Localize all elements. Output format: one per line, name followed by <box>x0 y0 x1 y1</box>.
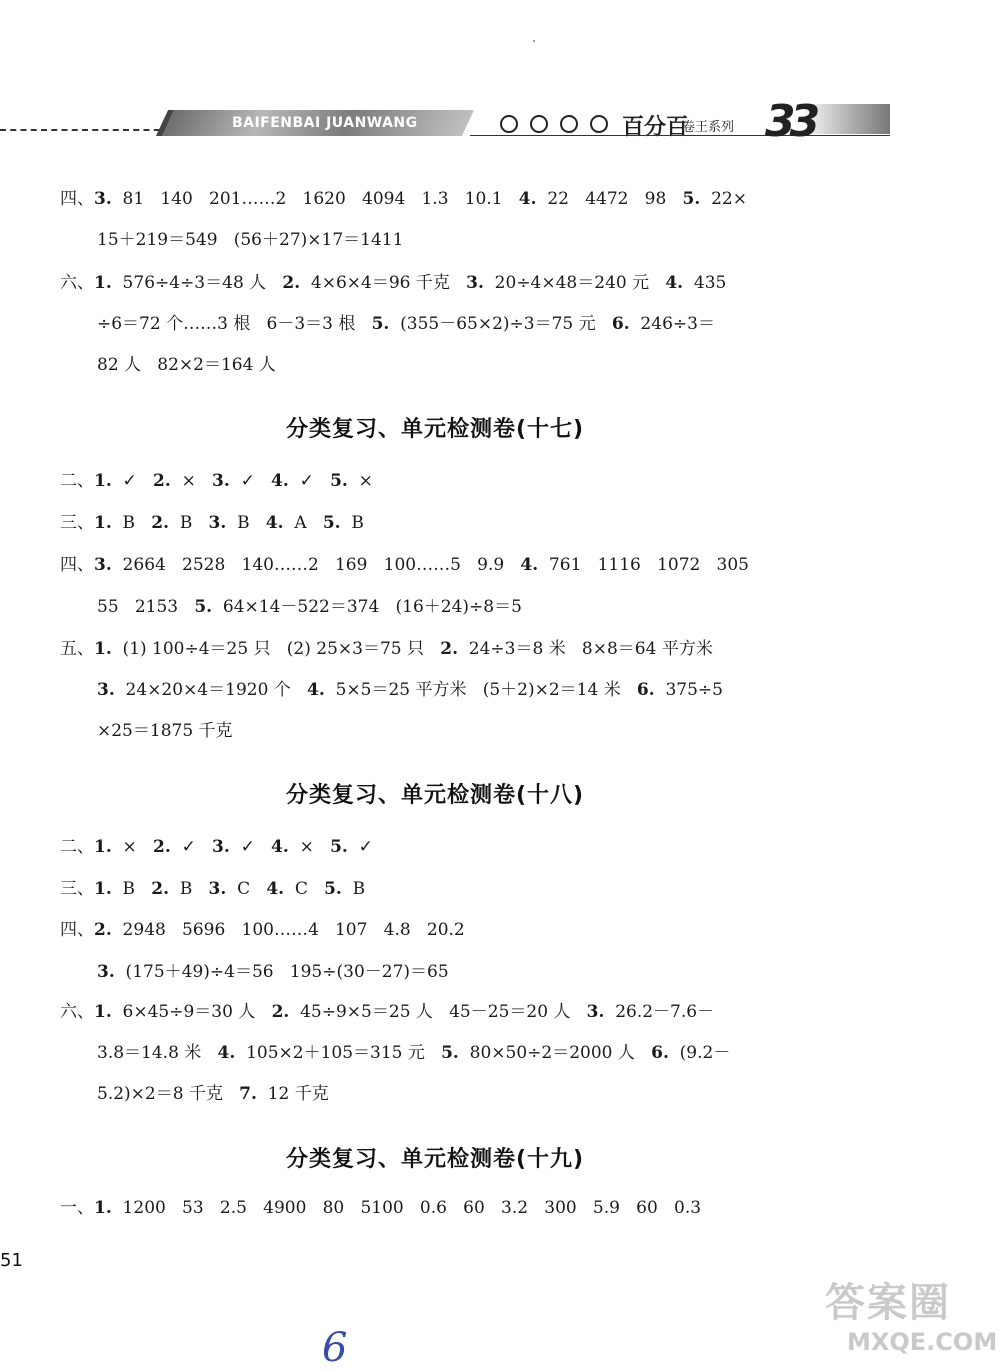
answer-text: 六、 <box>60 1002 94 1022</box>
handwritten-mark: 6 <box>322 1325 348 1371</box>
answer-text: C <box>226 879 267 899</box>
answer-line <box>97 1042 730 1064</box>
question-number: 1. <box>94 837 112 857</box>
question-number: 6. <box>611 314 630 334</box>
answer-text: 22× <box>700 189 747 209</box>
answer-text: B <box>340 513 364 533</box>
answer-text: 二、 <box>60 837 94 857</box>
question-number: 5. <box>322 513 341 533</box>
section-title: 分类复习、单元检测卷(十八) <box>285 783 585 808</box>
question-number: 1. <box>94 879 112 899</box>
answer-line <box>60 919 465 941</box>
answer-line <box>97 679 723 701</box>
question-number: 3. <box>94 189 112 209</box>
answer-text: 2664 2528 140……2 169 100……5 9.9 <box>111 555 521 575</box>
question-number: 6. <box>636 680 655 700</box>
question-number: 1. <box>94 273 112 293</box>
section-title: 分类复习、单元检测卷(十七) <box>285 417 585 442</box>
answer-line <box>60 878 365 900</box>
question-number: 1. <box>94 639 112 659</box>
question-number: 2. <box>153 837 171 857</box>
answer-line <box>97 961 449 983</box>
answer-text: 435 <box>683 273 727 293</box>
answer-text: 64×14－522＝374 (16＋24)÷8＝5 <box>212 597 522 617</box>
answer-text: 二、 <box>60 471 94 491</box>
question-number: 4. <box>665 273 684 293</box>
question-number: 5. <box>441 1043 459 1063</box>
answer-text: 12 千克 <box>256 1084 329 1104</box>
answer-text: 2948 5696 100……4 107 4.8 20.2 <box>111 920 465 940</box>
answer-text: 576÷4÷3＝48 人 <box>111 273 283 293</box>
answer-text: ✓ <box>229 471 272 491</box>
answer-line <box>60 554 749 576</box>
answer-text: 三、 <box>60 879 94 899</box>
answer-text: (175＋49)÷4＝56 195÷(30－27)＝65 <box>114 962 449 982</box>
answer-line <box>97 596 522 618</box>
answer-text: ✓ <box>170 837 213 857</box>
answer-text: 3.8＝14.8 米 <box>97 1043 218 1063</box>
answer-text: ÷6＝72 个……3 根 6－3＝3 根 <box>97 314 372 334</box>
question-number: 4. <box>266 879 285 899</box>
answer-text: ✓ <box>229 837 272 857</box>
watermark-text: 答案圈 <box>825 1280 951 1326</box>
answer-text: × <box>111 837 154 857</box>
answer-text: × <box>347 471 373 491</box>
question-number: 6. <box>651 1043 669 1063</box>
answer-text: ×25＝1875 千克 <box>97 721 233 741</box>
answer-text: 24×20×4＝1920 个 <box>114 680 308 700</box>
question-number: 2. <box>151 879 170 899</box>
question-number: 3. <box>208 879 227 899</box>
question-number: 1. <box>94 513 112 533</box>
answer-text: 105×2＋105＝315 元 <box>235 1043 442 1063</box>
answer-line <box>60 836 373 858</box>
answer-text: A <box>283 513 323 533</box>
answer-text: B <box>226 513 266 533</box>
answer-text: B <box>111 879 152 899</box>
answer-text: 81 140 201……2 1620 4094 1.3 10.1 <box>111 189 519 209</box>
answer-line <box>60 638 713 660</box>
answer-text: ✓ <box>347 837 373 857</box>
answer-text: 6×45÷9＝30 人 <box>111 1002 272 1022</box>
question-number: 5. <box>682 189 701 209</box>
question-number: 5. <box>194 597 213 617</box>
question-number: 3. <box>466 273 484 293</box>
answer-line <box>97 229 403 251</box>
answer-line <box>60 1001 714 1023</box>
answer-text: 375÷5 <box>654 680 723 700</box>
brand-logo-icon: 33 <box>765 96 815 147</box>
question-number: 5. <box>371 314 390 334</box>
answer-line <box>60 272 726 294</box>
question-number: 5. <box>330 471 348 491</box>
answer-line <box>60 470 373 492</box>
question-number: 4. <box>520 555 539 575</box>
answer-text: 三、 <box>60 513 94 533</box>
question-number: 5. <box>324 879 342 899</box>
question-number: 2. <box>153 471 171 491</box>
answer-text: 80×50÷2＝2000 人 <box>458 1043 652 1063</box>
answer-text: × <box>288 837 331 857</box>
answer-text: 5×5＝25 平方米 (5＋2)×2＝14 米 <box>324 680 637 700</box>
question-number: 4. <box>265 513 284 533</box>
question-number: 3. <box>212 471 230 491</box>
answer-text: 四、 <box>60 555 94 575</box>
question-number: 2. <box>94 920 112 940</box>
question-number: 1. <box>94 471 112 491</box>
answer-line <box>60 512 364 534</box>
answer-line <box>97 1083 329 1105</box>
answer-text: 五、 <box>60 639 94 659</box>
question-number: 3. <box>586 1002 605 1022</box>
brand-name: 百分百 <box>622 115 689 140</box>
question-number: 1. <box>94 1198 112 1218</box>
question-number: 4. <box>518 189 537 209</box>
page-number: 51 <box>0 1250 23 1271</box>
answer-text: C <box>284 879 325 899</box>
answer-text: 82 人 82×2＝164 人 <box>97 355 276 375</box>
series-banner-text: BAIFENBAI JUANWANG XILIE <box>231 115 418 157</box>
question-number: 4. <box>271 471 289 491</box>
answer-text: 45÷9×5＝25 人 45－25＝20 人 <box>289 1002 587 1022</box>
question-number: 4. <box>271 837 289 857</box>
answer-text: 1200 53 2.5 4900 80 5100 0.6 60 3.2 300 5.9 60 0.3 <box>111 1198 702 1218</box>
answer-text: 246÷3＝ <box>629 314 715 334</box>
question-number: 4. <box>217 1043 236 1063</box>
question-number: 2. <box>440 639 458 659</box>
answer-line <box>60 188 747 210</box>
question-number: 4. <box>307 680 325 700</box>
answer-text: B <box>169 513 209 533</box>
answer-text: 四、 <box>60 189 94 209</box>
answer-text: 22 4472 98 <box>536 189 683 209</box>
answer-text: 55 2153 <box>97 597 195 617</box>
answer-text: 24÷3＝8 米 8×8＝64 平方米 <box>457 639 713 659</box>
answer-line <box>97 354 276 376</box>
watermark-logo <box>825 1278 998 1368</box>
question-number: 2. <box>151 513 170 533</box>
question-number: 3. <box>97 962 115 982</box>
answer-text: (355－65×2)÷3＝75 元 <box>389 314 612 334</box>
answer-text: 15＋219＝549 (56＋27)×17＝1411 <box>97 230 404 250</box>
answer-text: ✓ <box>111 471 154 491</box>
question-number: 7. <box>239 1084 257 1104</box>
answer-line <box>60 1197 701 1219</box>
section-title: 分类复习、单元检测卷(十九) <box>285 1147 585 1172</box>
brand-subtitle: 卷王系列 <box>682 120 735 135</box>
answer-text: 26.2－7.6－ <box>604 1002 715 1022</box>
answer-text: 四、 <box>60 920 94 940</box>
answer-text: × <box>170 471 213 491</box>
answer-text: 六、 <box>60 273 94 293</box>
answer-line <box>97 720 233 742</box>
answer-text: 5.2)×2＝8 千克 <box>97 1084 240 1104</box>
question-number: 2. <box>282 273 301 293</box>
answer-text: (9.2－ <box>668 1043 731 1063</box>
answer-text: B <box>111 513 152 533</box>
answer-text: 4×6×4＝96 千克 <box>300 273 467 293</box>
watermark-url: MXQE.COM <box>847 1328 998 1356</box>
answer-text: ✓ <box>288 471 331 491</box>
question-number: 3. <box>212 837 230 857</box>
question-number: 3. <box>94 555 112 575</box>
question-number: 3. <box>97 680 115 700</box>
answer-text: 20÷4×48＝240 元 <box>483 273 666 293</box>
answer-text: B <box>341 879 366 899</box>
question-number: 2. <box>271 1002 290 1022</box>
question-number: 3. <box>208 513 227 533</box>
answer-line <box>97 313 715 335</box>
answer-text: B <box>169 879 209 899</box>
answer-text: 一、 <box>60 1198 94 1218</box>
answer-text: 761 1116 1072 305 <box>538 555 749 575</box>
question-number: 1. <box>94 1002 112 1022</box>
answer-text: (1) 100÷4＝25 只 (2) 25×3＝75 只 <box>111 639 441 659</box>
question-number: 5. <box>330 837 348 857</box>
